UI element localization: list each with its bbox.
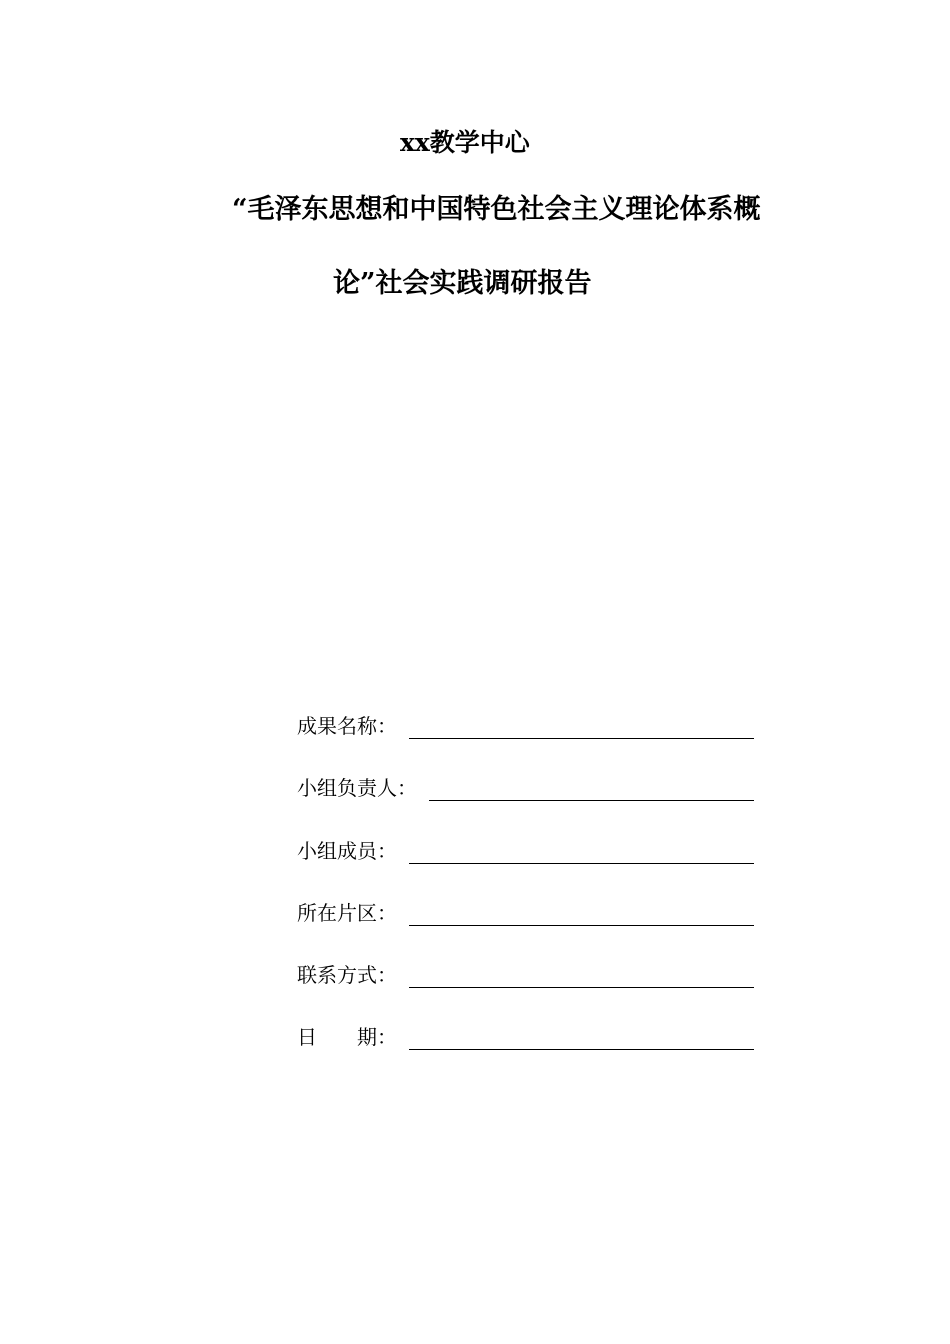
form-field-district bbox=[297, 899, 757, 929]
report-title-line-2: 论”社会实践调研报告 bbox=[333, 268, 592, 299]
blank-line bbox=[409, 987, 754, 988]
form-field-achievement-name bbox=[297, 712, 757, 742]
blank-line bbox=[409, 738, 754, 739]
field-label: 成果名称： bbox=[297, 714, 397, 738]
field-label: 联系方式： bbox=[297, 963, 397, 987]
form-field-group-leader bbox=[297, 774, 757, 804]
report-title-line-1: “毛泽东思想和中国特色社会主义理论体系概 bbox=[232, 194, 761, 225]
field-label: 所在片区： bbox=[297, 901, 397, 925]
field-label: 日 期： bbox=[297, 1025, 397, 1049]
form-field-group-members bbox=[297, 837, 757, 867]
form-field-contact bbox=[297, 961, 757, 991]
blank-line bbox=[409, 863, 754, 864]
blank-line bbox=[409, 1049, 754, 1050]
center-name: xx教学中心 bbox=[400, 128, 530, 157]
field-label: 小组成员： bbox=[297, 839, 397, 863]
blank-line bbox=[429, 800, 754, 801]
field-label: 小组负责人： bbox=[297, 776, 417, 800]
blank-line bbox=[409, 925, 754, 926]
form-field-date bbox=[297, 1023, 757, 1053]
